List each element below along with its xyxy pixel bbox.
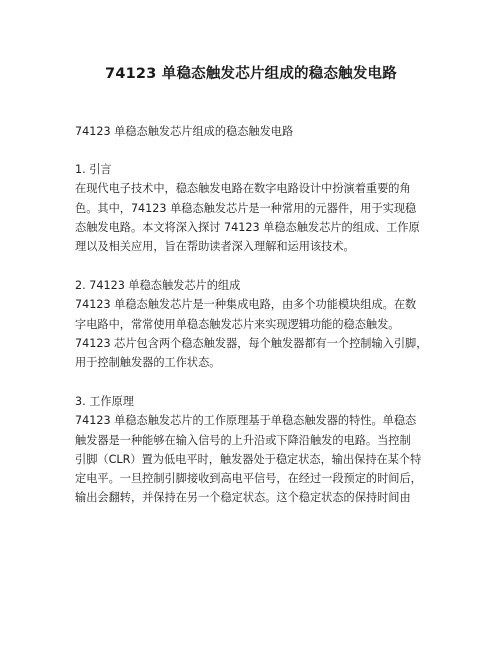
spacer [75, 141, 437, 160]
paragraph-line: 定电平。一旦控制引脚接收到高电平信号，在经过一段预定的时间后， [75, 472, 422, 486]
document-subtitle: 74123 单稳态触发芯片组成的稳态触发电路 [75, 125, 294, 138]
paragraph-line: 引脚（CLR）置为低电平时，触发器处于稳定状态，输出保持在某个特 [75, 452, 422, 466]
paragraph-line: 触发器是一种能够在输入信号的上升沿或下降沿触发的电路。当控制 [75, 433, 411, 447]
paragraph-line: 74123 单稳态触发芯片的工作原理基于单稳态触发器的特性。单稳态 [75, 414, 417, 428]
document-title: 74123 单稳态触发芯片组成的稳态触发电路 [105, 66, 397, 82]
paragraph-line: 理以及相关应用，旨在帮助读者深入理解和运用该技术。 [75, 240, 355, 254]
section-heading: 1. 引言 [75, 163, 112, 177]
spacer [75, 372, 437, 392]
paragraph-line: 74123 芯片包含两个稳态触发器，每个触发器都有一个控制输入引脚， [75, 336, 428, 350]
paragraph-line: 用于控制触发器的工作状态。 [75, 356, 221, 370]
paragraph-line: 态触发电路。本文将深入探讨 74123 单稳态触发芯片的组成、工作原 [75, 220, 420, 234]
paragraph-line: 字电路中，常常使用单稳态触发芯片来实现逻辑功能的稳态触发。 [75, 317, 400, 331]
paragraph-line: 色。其中，74123 单稳态触发芯片是一种常用的元器件，用于实现稳 [75, 201, 417, 215]
section-heading: 2. 74123 单稳态触发芯片的组成 [75, 279, 241, 293]
section-heading: 3. 工作原理 [75, 395, 134, 409]
paragraph-line: 74123 单稳态触发芯片是一种集成电路，由多个功能模块组成。在数 [75, 298, 417, 312]
paragraph-line: 输出会翻转，并保持在另一个稳定状态。这个稳定状态的保持时间由 [75, 491, 411, 505]
document-body [75, 122, 437, 507]
paragraph-line: 在现代电子技术中，稳态触发电路在数字电路设计中扮演着重要的角 [75, 182, 411, 196]
spacer [75, 256, 437, 276]
